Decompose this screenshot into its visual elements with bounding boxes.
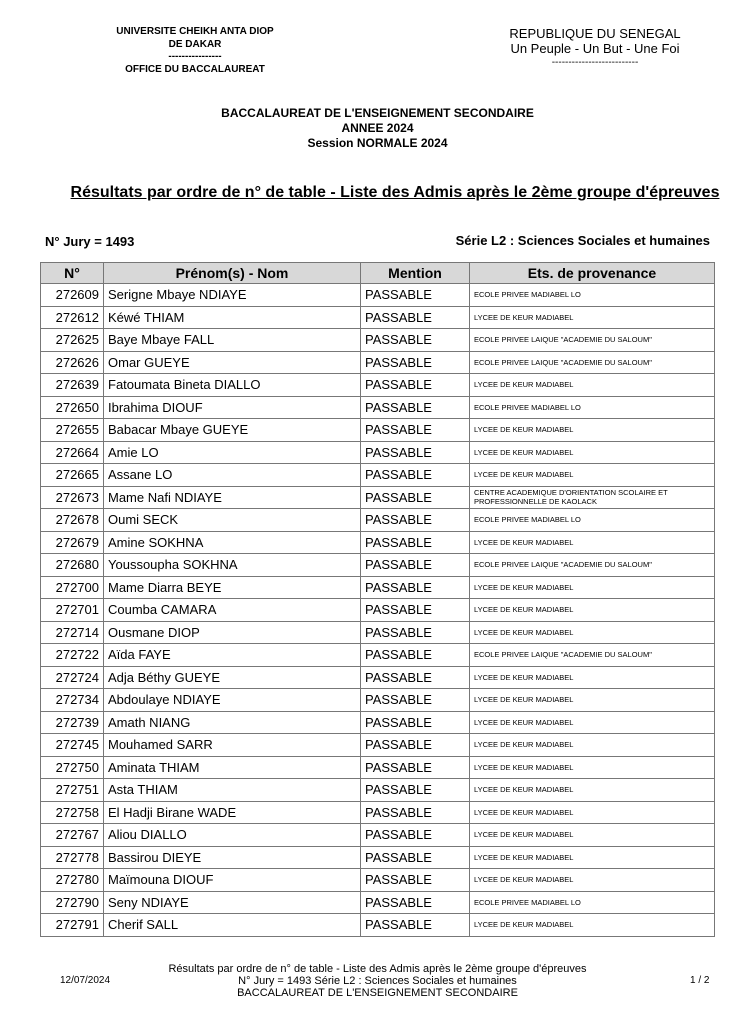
cell-name: Ibrahima DIOUF <box>104 396 361 419</box>
table-row <box>41 374 715 397</box>
cell-num: 272664 <box>41 441 104 464</box>
cell-num: 272791 <box>41 914 104 937</box>
cell-name: Abdoulaye NDIAYE <box>104 689 361 712</box>
serie-label: Série L2 : Sciences Sociales et humaines <box>455 233 710 248</box>
cell-mention: PASSABLE <box>361 914 470 937</box>
cell-name: Amine SOKHNA <box>104 531 361 554</box>
republic-header <box>490 26 700 70</box>
table-row <box>41 351 715 374</box>
table-row <box>41 621 715 644</box>
jury-number: N° Jury = 1493 <box>45 234 135 249</box>
cell-num: 272734 <box>41 689 104 712</box>
cell-mention: PASSABLE <box>361 509 470 532</box>
cell-name: Youssoupha SOKHNA <box>104 554 361 577</box>
footer <box>0 963 755 999</box>
cell-num: 272680 <box>41 554 104 577</box>
cell-name: Oumi SECK <box>104 509 361 532</box>
cell-mention: PASSABLE <box>361 531 470 554</box>
cell-etab: LYCEE DE KEUR MADIABEL <box>470 824 715 847</box>
cell-mention: PASSABLE <box>361 869 470 892</box>
cell-mention: PASSABLE <box>361 464 470 487</box>
cell-num: 272790 <box>41 891 104 914</box>
cell-num: 272625 <box>41 329 104 352</box>
cell-num: 272750 <box>41 756 104 779</box>
cell-name: Aliou DIALLO <box>104 824 361 847</box>
table-row <box>41 306 715 329</box>
cell-num: 272722 <box>41 644 104 667</box>
table-header-row <box>41 263 715 284</box>
cell-num: 272767 <box>41 824 104 847</box>
cell-etab: LYCEE DE KEUR MADIABEL <box>470 576 715 599</box>
table-row <box>41 284 715 307</box>
table-row <box>41 576 715 599</box>
table-row <box>41 509 715 532</box>
republic-name: REPUBLIQUE DU SENEGAL <box>509 26 681 41</box>
cell-name: Baye Mbaye FALL <box>104 329 361 352</box>
cell-etab: LYCEE DE KEUR MADIABEL <box>470 531 715 554</box>
cell-name: Mame Nafi NDIAYE <box>104 486 361 509</box>
cell-name: Mouhamed SARR <box>104 734 361 757</box>
cell-mention: PASSABLE <box>361 599 470 622</box>
republic-motto: Un Peuple - Un But - Une Foi <box>510 41 680 56</box>
footer-page-number: 1 / 2 <box>690 975 710 986</box>
cell-mention: PASSABLE <box>361 779 470 802</box>
header-mention: Mention <box>361 263 470 284</box>
cell-mention: PASSABLE <box>361 284 470 307</box>
cell-num: 272626 <box>41 351 104 374</box>
table-row <box>41 756 715 779</box>
cell-mention: PASSABLE <box>361 621 470 644</box>
cell-name: Babacar Mbaye GUEYE <box>104 419 361 442</box>
cell-etab: LYCEE DE KEUR MADIABEL <box>470 464 715 487</box>
cell-etab: CENTRE ACADEMIQUE D'ORIENTATION SCOLAIRE ET PROFESSIONNELLE DE KAOLACK <box>470 486 715 509</box>
header-num: N° <box>41 263 104 284</box>
cell-mention: PASSABLE <box>361 756 470 779</box>
cell-num: 272609 <box>41 284 104 307</box>
table-row <box>41 599 715 622</box>
cell-etab: LYCEE DE KEUR MADIABEL <box>470 914 715 937</box>
exam-info <box>0 106 755 151</box>
table-row <box>41 419 715 442</box>
cell-name: Mame Diarra BEYE <box>104 576 361 599</box>
table-row <box>41 801 715 824</box>
cell-name: Cherif SALL <box>104 914 361 937</box>
cell-mention: PASSABLE <box>361 666 470 689</box>
cell-etab: LYCEE DE KEUR MADIABEL <box>470 869 715 892</box>
footer-exam: BACCALAUREAT DE L'ENSEIGNEMENT SECONDAIRE <box>237 987 518 999</box>
table-row <box>41 554 715 577</box>
cell-num: 272701 <box>41 599 104 622</box>
cell-etab: LYCEE DE KEUR MADIABEL <box>470 756 715 779</box>
results-table <box>40 262 715 937</box>
cell-name: Aïda FAYE <box>104 644 361 667</box>
cell-etab: ECOLE PRIVEE LAIQUE "ACADEMIE DU SALOUM" <box>470 554 715 577</box>
cell-etab: LYCEE DE KEUR MADIABEL <box>470 306 715 329</box>
cell-mention: PASSABLE <box>361 734 470 757</box>
table-row <box>41 734 715 757</box>
cell-mention: PASSABLE <box>361 554 470 577</box>
cell-name: Adja Béthy GUEYE <box>104 666 361 689</box>
header-etab: Ets. de provenance <box>470 263 715 284</box>
cell-num: 272665 <box>41 464 104 487</box>
cell-mention: PASSABLE <box>361 824 470 847</box>
footer-date: 12/07/2024 <box>60 975 111 986</box>
cell-mention: PASSABLE <box>361 396 470 419</box>
cell-num: 272745 <box>41 734 104 757</box>
cell-num: 272751 <box>41 779 104 802</box>
cell-etab: LYCEE DE KEUR MADIABEL <box>470 666 715 689</box>
cell-mention: PASSABLE <box>361 306 470 329</box>
cell-num: 272780 <box>41 869 104 892</box>
header-separator: ---------------- <box>168 51 222 62</box>
cell-num: 272778 <box>41 846 104 869</box>
cell-name: Kéwé THIAM <box>104 306 361 329</box>
page-title: Résultats par ordre de n° de table - Liste des Admis après le 2ème groupe d'épreuves <box>70 184 720 201</box>
republic-separator: -------------------------- <box>551 57 639 68</box>
cell-etab: ECOLE PRIVEE LAIQUE "ACADEMIE DU SALOUM" <box>470 351 715 374</box>
cell-num: 272758 <box>41 801 104 824</box>
table-row <box>41 846 715 869</box>
cell-num: 272700 <box>41 576 104 599</box>
cell-name: Ousmane DIOP <box>104 621 361 644</box>
table-row <box>41 666 715 689</box>
table-row <box>41 396 715 419</box>
table-row <box>41 486 715 509</box>
cell-name: Omar GUEYE <box>104 351 361 374</box>
header-name: Prénom(s) - Nom <box>104 263 361 284</box>
cell-name: Serigne Mbaye NDIAYE <box>104 284 361 307</box>
cell-mention: PASSABLE <box>361 329 470 352</box>
cell-etab: ECOLE PRIVEE MADIABEL LO <box>470 891 715 914</box>
cell-num: 272673 <box>41 486 104 509</box>
table-row <box>41 869 715 892</box>
cell-mention: PASSABLE <box>361 891 470 914</box>
table-row <box>41 689 715 712</box>
cell-name: Fatoumata Bineta DIALLO <box>104 374 361 397</box>
table-row <box>41 329 715 352</box>
cell-etab: LYCEE DE KEUR MADIABEL <box>470 711 715 734</box>
cell-name: Coumba CAMARA <box>104 599 361 622</box>
cell-mention: PASSABLE <box>361 711 470 734</box>
cell-mention: PASSABLE <box>361 846 470 869</box>
cell-etab: LYCEE DE KEUR MADIABEL <box>470 599 715 622</box>
cell-num: 272714 <box>41 621 104 644</box>
table-row <box>41 464 715 487</box>
cell-etab: ECOLE PRIVEE LAIQUE "ACADEMIE DU SALOUM" <box>470 329 715 352</box>
cell-num: 272650 <box>41 396 104 419</box>
cell-etab: LYCEE DE KEUR MADIABEL <box>470 441 715 464</box>
exam-year: ANNEE 2024 <box>341 121 414 135</box>
cell-mention: PASSABLE <box>361 441 470 464</box>
cell-etab: LYCEE DE KEUR MADIABEL <box>470 801 715 824</box>
cell-mention: PASSABLE <box>361 351 470 374</box>
cell-mention: PASSABLE <box>361 801 470 824</box>
cell-num: 272678 <box>41 509 104 532</box>
cell-name: Assane LO <box>104 464 361 487</box>
cell-mention: PASSABLE <box>361 374 470 397</box>
cell-name: Amie LO <box>104 441 361 464</box>
cell-num: 272724 <box>41 666 104 689</box>
cell-name: Maïmouna DIOUF <box>104 869 361 892</box>
cell-num: 272612 <box>41 306 104 329</box>
cell-name: Asta THIAM <box>104 779 361 802</box>
cell-mention: PASSABLE <box>361 419 470 442</box>
university-city: DE DAKAR <box>168 38 222 50</box>
table-row <box>41 914 715 937</box>
table-row <box>41 531 715 554</box>
cell-name: Seny NDIAYE <box>104 891 361 914</box>
cell-etab: LYCEE DE KEUR MADIABEL <box>470 846 715 869</box>
cell-etab: LYCEE DE KEUR MADIABEL <box>470 419 715 442</box>
university-name: UNIVERSITE CHEIKH ANTA DIOP <box>116 26 274 37</box>
cell-etab: LYCEE DE KEUR MADIABEL <box>470 734 715 757</box>
cell-num: 272639 <box>41 374 104 397</box>
cell-etab: LYCEE DE KEUR MADIABEL <box>470 779 715 802</box>
cell-num: 272739 <box>41 711 104 734</box>
table-row <box>41 824 715 847</box>
cell-name: Bassirou DIEYE <box>104 846 361 869</box>
table-row <box>41 779 715 802</box>
cell-mention: PASSABLE <box>361 576 470 599</box>
cell-name: Amath NIANG <box>104 711 361 734</box>
cell-num: 272679 <box>41 531 104 554</box>
cell-num: 272655 <box>41 419 104 442</box>
office-name: OFFICE DU BACCALAUREAT <box>125 63 265 75</box>
cell-mention: PASSABLE <box>361 644 470 667</box>
table-row <box>41 644 715 667</box>
cell-etab: ECOLE PRIVEE MADIABEL LO <box>470 396 715 419</box>
exam-name: BACCALAUREAT DE L'ENSEIGNEMENT SECONDAIRE <box>221 106 534 120</box>
cell-etab: LYCEE DE KEUR MADIABEL <box>470 374 715 397</box>
cell-name: El Hadji Birane WADE <box>104 801 361 824</box>
table-row <box>41 711 715 734</box>
cell-etab: ECOLE PRIVEE LAIQUE "ACADEMIE DU SALOUM" <box>470 644 715 667</box>
cell-etab: LYCEE DE KEUR MADIABEL <box>470 689 715 712</box>
footer-title: Résultats par ordre de n° de table - Liste des Admis après le 2ème groupe d'épreuves <box>168 963 587 975</box>
cell-mention: PASSABLE <box>361 689 470 712</box>
cell-etab: LYCEE DE KEUR MADIABEL <box>470 621 715 644</box>
exam-session: Session NORMALE 2024 <box>307 136 448 150</box>
university-header <box>85 26 305 76</box>
cell-name: Aminata THIAM <box>104 756 361 779</box>
cell-mention: PASSABLE <box>361 486 470 509</box>
cell-etab: ECOLE PRIVEE MADIABEL LO <box>470 509 715 532</box>
footer-jury: N° Jury = 1493 Série L2 : Sciences Sociales et humaines <box>238 975 517 987</box>
table-row <box>41 441 715 464</box>
table-row <box>41 891 715 914</box>
cell-etab: ECOLE PRIVEE MADIABEL LO <box>470 284 715 307</box>
